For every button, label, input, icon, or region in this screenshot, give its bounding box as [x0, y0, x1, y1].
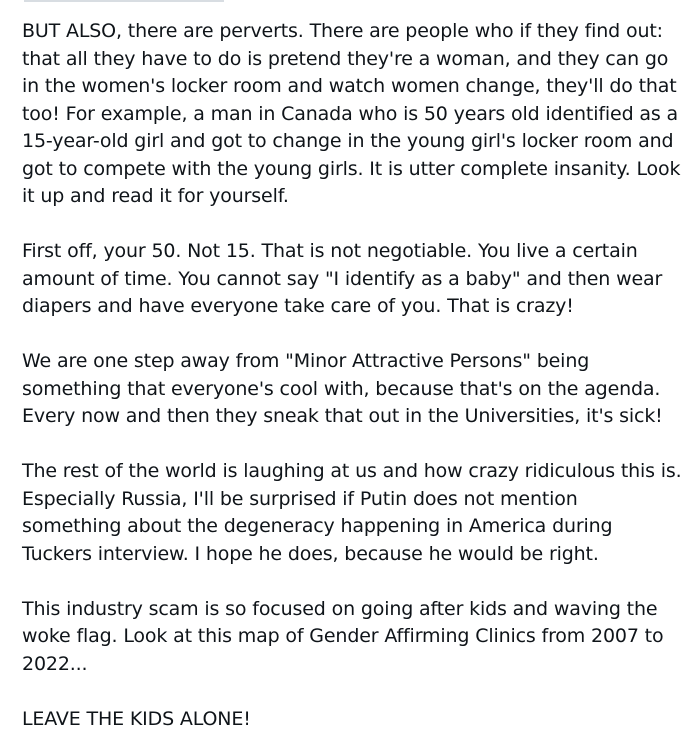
- post-paragraph-6: LEAVE THE KIDS ALONE!: [22, 707, 251, 730]
- post-paragraph-1: BUT ALSO, there are perverts. There are people who if they find out: that all they have to do is pretend they're a woman, and they can go in the women's locker room and watch women change, they'll do that too! For example, a man in Canada who is 50 years old identified as a 15-year-old girl and got to change in the young girl's locker room and got to compete with the young girls. It is utter complete insanity. Look it up and read it for yourself.: [22, 20, 681, 207]
- top-divider: [24, 0, 224, 2]
- post-paragraph-5: This industry scam is so focused on going after kids and waving the woke flag. Look at this map of Gender Affirming Clinics from 2007 to 2022...: [22, 597, 664, 675]
- post-paragraph-2: First off, your 50. Not 15. That is not negotiable. You live a certain amount of time. You cannot say "I identify as a baby" and then wear diapers and have everyone take care of you. That is crazy!: [22, 240, 663, 317]
- post-paragraph-4: The rest of the world is laughing at us and how crazy ridiculous this is. Especially Russia, I'll be surprised if Putin does not mention something about the degeneracy happening in America during Tuckers interview. I hope he does, because he would be right.: [22, 460, 682, 565]
- post-body: [22, 18, 682, 733]
- post-paragraph-3: We are one step away from "Minor Attractive Persons" being something that everyone's cool with, because that's on the agenda. Every now and then they sneak that out in the Universities, it's sick!: [22, 350, 663, 427]
